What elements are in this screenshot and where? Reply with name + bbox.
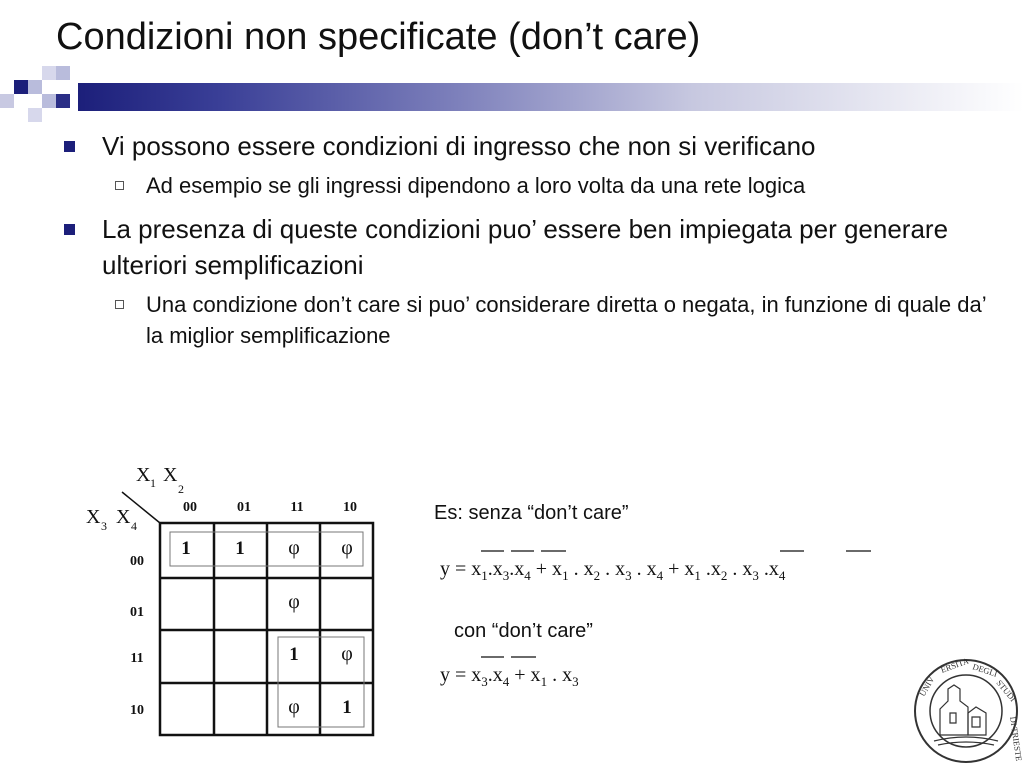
bullet-list: [62, 128, 992, 361]
example-equations: [420, 490, 900, 700]
square-bullet-icon: [64, 141, 75, 152]
bullet-2-text: La presenza di queste condizioni puo’ essere ben impiegata per generare ulteriori semplificazioni: [102, 214, 949, 280]
kmap-cell: φ: [341, 537, 353, 559]
bullet-2-sub-text: Una condizione don’t care si puo’ considerare diretta o negata, in funzione di quale da’ la miglior semplificazione: [146, 292, 986, 348]
svg-text:DI TRIESTE: DI TRIESTE: [1008, 715, 1024, 762]
kmap-col-var-2: X: [163, 464, 178, 486]
with-dont-care-label: con “don’t care”: [454, 620, 593, 642]
svg-text:ERSITA: ERSITA: [939, 655, 971, 675]
without-dont-care-label: Es: senza “don’t care”: [434, 502, 629, 524]
square-bullet-icon: [64, 224, 75, 235]
kmap-row-header: 11: [130, 651, 144, 666]
svg-text:y = x1.x3.x4 + x1 . x2 . x3 .: $y = x_1.x_3.x_4 + x_1$ . $x_2$ . $x_3$ . $x_4 + x_1$ $.x_2$ . $x_3$ $.x_4$: [440, 558, 786, 583]
kmap-row-var-2: X: [116, 506, 131, 528]
kmap-col-var-1: X: [136, 464, 151, 486]
kmap-col-header: 10: [343, 500, 357, 515]
kmap-cell: φ: [288, 591, 300, 613]
hollow-square-bullet-icon: [115, 300, 124, 309]
kmap-row-sub-1: 3: [101, 519, 107, 533]
bullet-1-sub-text: Ad esempio se gli ingressi dipendono a loro volta da una rete logica: [146, 173, 806, 198]
kmap-row-header: 01: [130, 605, 144, 620]
kmap-cell: 1: [235, 538, 245, 559]
equation-without-dont-care: [420, 535, 890, 585]
kmap-cell: φ: [341, 643, 353, 665]
bullet-2-sub: [62, 289, 992, 351]
bullet-1: [62, 128, 992, 164]
bullet-1-sub: [62, 170, 992, 201]
svg-text:DEGLI: DEGLI: [971, 661, 999, 679]
svg-text:STUDI: STUDI: [994, 677, 1019, 704]
kmap-col-sub-1: 1: [150, 476, 156, 490]
kmap-cell: 1: [181, 538, 191, 559]
university-seal-logo: [910, 657, 1022, 764]
kmap-cell: 1: [289, 644, 299, 665]
kmap-row-header: 10: [130, 703, 144, 718]
bullet-2: [62, 211, 992, 283]
bullet-1-text: Vi possono essere condizioni di ingresso che non si verificano: [102, 131, 816, 161]
kmap-cell: 1: [342, 697, 352, 718]
kmap-col-header: 11: [290, 500, 304, 515]
kmap-col-header: 01: [237, 500, 251, 515]
equation-with-dont-care: [420, 645, 720, 695]
karnaugh-map: [80, 455, 390, 745]
kmap-row-sub-2: 4: [131, 519, 137, 533]
hollow-square-bullet-icon: [115, 181, 124, 190]
title-gradient-band: [78, 83, 1024, 111]
kmap-cell: φ: [288, 537, 300, 559]
svg-text:y = x3.x4 + x1 . x3: $y = x_3.x_4 + x_1$ . $x_3$: [440, 664, 579, 689]
slide-title: Condizioni non specificate (don’t care): [56, 16, 701, 58]
kmap-col-sub-2: 2: [178, 482, 184, 496]
svg-text:UNIV: UNIV: [917, 674, 937, 698]
kmap-row-var-1: X: [86, 506, 101, 528]
kmap-row-header: 00: [130, 554, 144, 569]
kmap-col-header: 00: [183, 500, 197, 515]
kmap-cell: φ: [288, 696, 300, 718]
